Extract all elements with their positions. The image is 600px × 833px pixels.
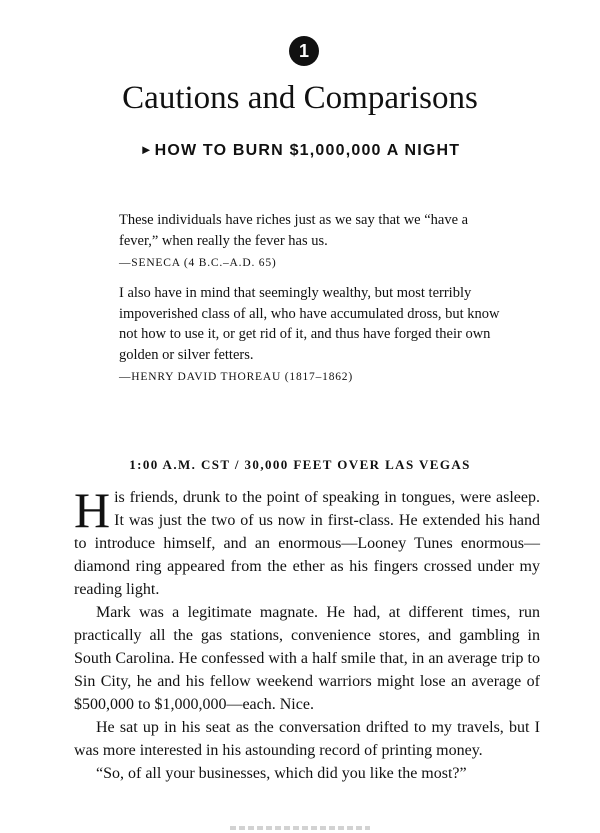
epigraph-attribution: —SENECA (4 B.C.–A.D. 65): [119, 257, 277, 269]
epigraph-quote: I also have in mind that seemingly wealthy, but most terribly impoverished class of all, who have accumulated dross, but know not how to use it, or get rid of it, and thus have forged their own golden or silver fetters.: [119, 285, 500, 363]
epigraph: [119, 210, 504, 273]
body-paragraph: Mark was a legitimate magnate. He had, at different times, run practically all the gas stations, convenience stores, and gambling in South Carolina. He confessed with a half smile that, in an average trip to Sin City, he and his fellow weekend warriors might lose an average of $500,000 to $1,000,000—each. Nice.: [74, 604, 540, 713]
chapter-subtitle: [0, 138, 600, 163]
body-paragraph: [74, 482, 540, 601]
arrow-right-icon: ►: [139, 142, 153, 157]
chapter-subtitle-text: HOW TO BURN $1,000,000 A NIGHT: [154, 142, 461, 159]
epigraph: [119, 283, 504, 387]
drop-cap: H: [74, 482, 111, 538]
paragraph-text: is friends, drunk to the point of speaking in tongues, were asleep. It was just the two of us now in first-class. He extended his hand to introduce himself, and an enormous—Looney Tunes enormous—diamond ring appeared from the ether as his fingers crossed under my reading light.: [74, 489, 540, 598]
chapter-title: Cautions and Comparisons: [122, 80, 478, 116]
epigraphs: [119, 210, 504, 387]
body-paragraph: “So, of all your businesses, which did you like the most?”: [96, 765, 467, 782]
epigraph-attribution: —HENRY DAVID THOREAU (1817–1862): [119, 371, 353, 383]
body-text: [74, 482, 540, 785]
chapter-number-badge: 1: [289, 36, 319, 66]
epigraph-quote: These individuals have riches just as we say that we “have a fever,” when really the fever has us.: [119, 212, 469, 249]
section-heading: 1:00 A.M. CST / 30,000 FEET OVER LAS VEGAS: [129, 457, 471, 472]
footer-watermark: [230, 826, 370, 830]
body-paragraph: He sat up in his seat as the conversation drifted to my travels, but I was more interested in his astounding record of printing money.: [74, 719, 540, 759]
